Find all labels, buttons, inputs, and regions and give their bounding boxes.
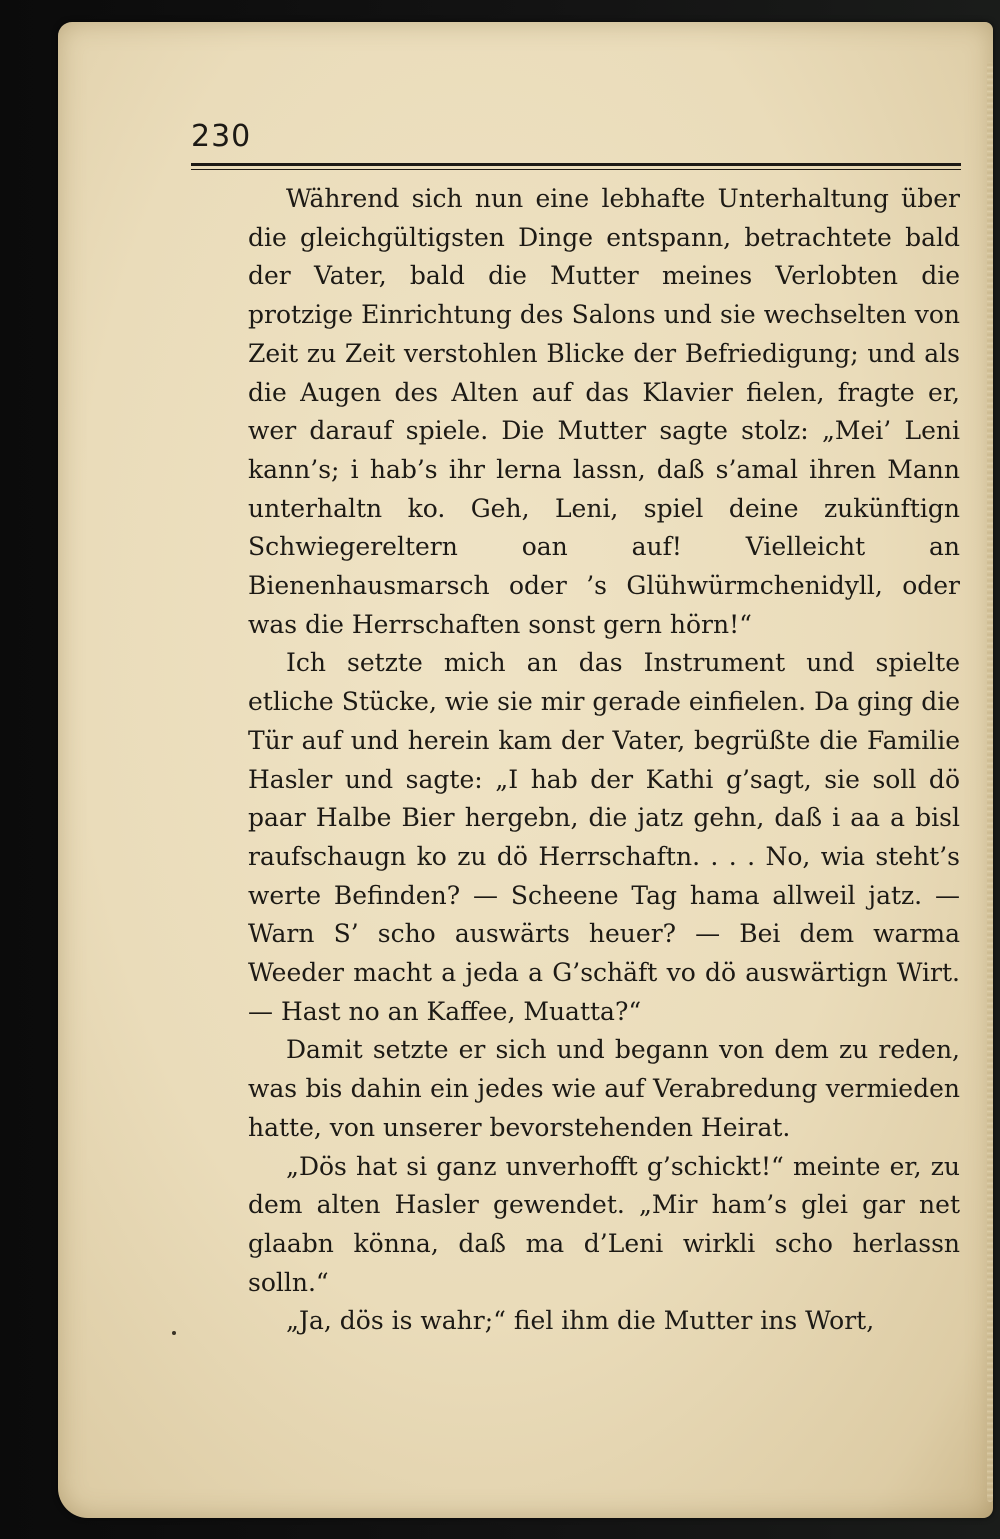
- header-rule-thick: [191, 163, 961, 166]
- body-text: [248, 180, 960, 1341]
- paragraph-3: Damit setzte er sich und begann von dem zu reden, was bis dahin ein jedes wie auf Verabredung vermieden hatte, von unserer bevorstehenden Heirat.: [248, 1035, 960, 1142]
- page-header: [191, 119, 961, 171]
- header-rule-thin: [191, 169, 961, 170]
- page-edge: [987, 62, 993, 1502]
- page-number: 230: [191, 119, 252, 154]
- paragraph-4: „Dös hat si ganz unverhofft g’schickt!“ meinte er, zu dem alten Hasler gewendet. „Mir ham’s glei gar net glaabn könna, daß ma d’Leni wirkli scho herlassn solln.“: [248, 1151, 960, 1297]
- paragraph-2: Ich setzte mich an das Instrument und spielte etliche Stücke, wie sie mir gerade einfielen. Da ging die Tür auf und herein kam der Vater, begrüßte die Familie Hasler und sagte: „I hab der Kathi g’sagt, sie soll dö paar Halbe Bier hergebn, die jatz gehn, daß i aa a bisl raufschaugn ko zu dö Herrschaftn. . . . No, wia steht’s werte Befinden? — Scheene Tag hama allweil jatz. — Warn S’ scho auswärts heuer? — Bei dem warma Weeder macht a jeda a G’schäft vo dö auswärtign Wirt. — Hast no an Kaffee, Muatta?“: [248, 648, 960, 1026]
- paragraph-1: Während sich nun eine lebhafte Unterhaltung über die gleichgültigsten Dinge entspann, betrachtete bald der Vater, bald die Mutter meines Verlobten die protzige Einrichtung des Salons und sie wechselten von Zeit zu Zeit verstohlen Blicke der Befriedigung; und als die Augen des Alten auf das Klavier fielen, fragte er, wer darauf spiele. Die Mutter sagte stolz: „Mei’ Leni kann’s; i hab’s ihr lerna lassn, daß s’amal ihren Mann unterhaltn ko. Geh, Leni, spiel deine zukünftign Schwiegereltern oan auf! Vielleicht an Bienenhausmarsch oder ’s Glühwürmchenidyll, oder was die Herrschaften sonst gern hörn!“: [248, 184, 960, 639]
- paragraph-5: „Ja, dös is wahr;“ fiel ihm die Mutter ins Wort,: [286, 1306, 875, 1336]
- margin-speck: [172, 1331, 176, 1335]
